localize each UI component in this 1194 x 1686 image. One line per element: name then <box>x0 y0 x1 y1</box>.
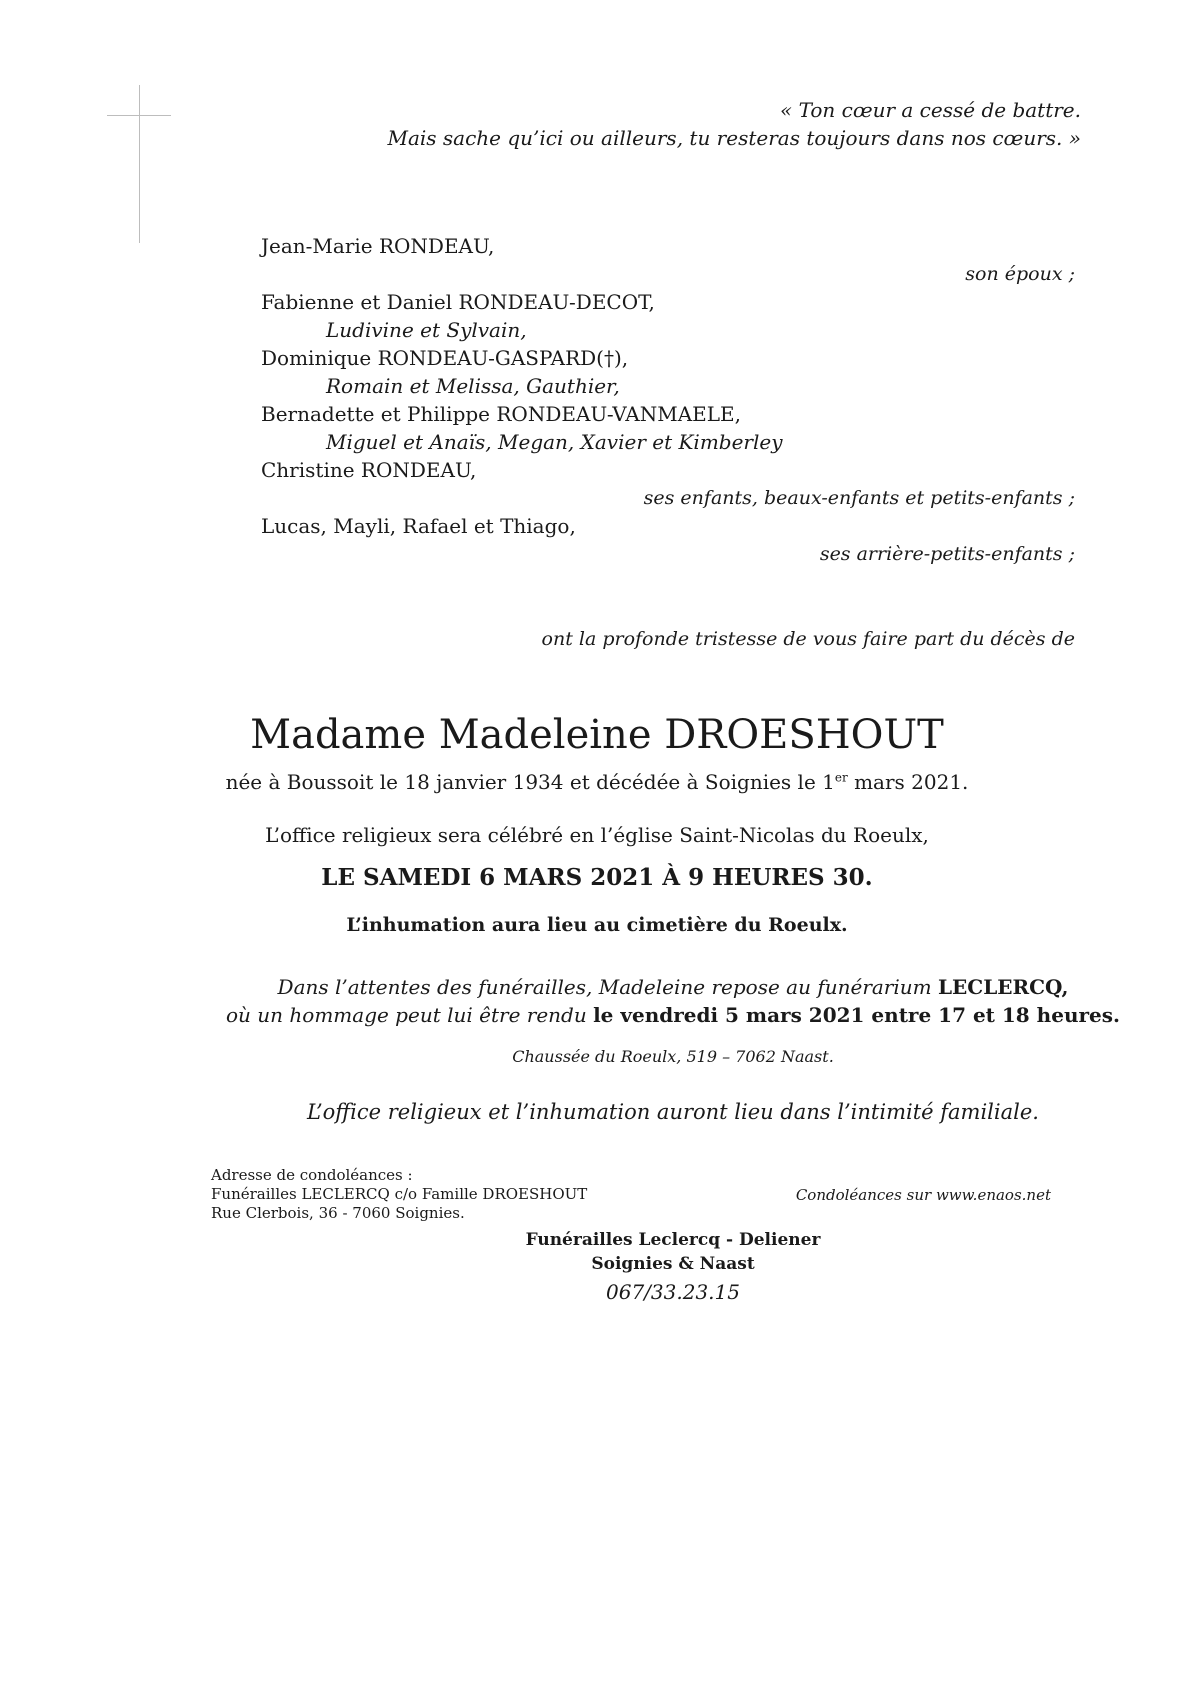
quote-line-1: « Ton cœur a cessé de battre. <box>779 98 1081 122</box>
ceremony-date: LE SAMEDI 6 MARS 2021 À 9 HEURES 30. <box>321 864 873 891</box>
spouse-name: Jean-Marie RONDEAU, <box>261 234 495 258</box>
grandchild-line: Miguel et Anaïs, Megan, Xavier et Kimberley <box>326 430 783 454</box>
great-grandchildren: Lucas, Mayli, Rafael et Thiago, <box>261 514 576 538</box>
burial-info: L’inhumation aura lieu au cimetière du Roeulx. <box>346 914 848 936</box>
deceased-name: Madame Madeleine DROESHOUT <box>250 712 944 758</box>
funeral-firm-locations: Soignies & Naast <box>591 1254 755 1274</box>
cross-icon-horizontal <box>107 115 171 116</box>
condolences-online: Condoléances sur www.enaos.net <box>795 1186 1051 1204</box>
ceremony-place: L’office religieux sera célébré en l’église Saint-Nicolas du Roeulx, <box>265 823 929 847</box>
funerarium-address: Chaussée du Roeulx, 519 – 7062 Naast. <box>512 1047 834 1066</box>
condolences-label: Adresse de condoléances : <box>211 1166 413 1184</box>
funerarium-line-2: où un hommage peut lui être rendu le vendredi 5 mars 2021 entre 17 et 18 heures. <box>226 1003 1120 1027</box>
great-grandchildren-role: ses arrière-petits-enfants ; <box>819 543 1075 565</box>
condolences-address-2: Rue Clerbois, 36 - 7060 Soignies. <box>211 1204 465 1222</box>
funeral-firm-name: Funérailles Leclercq - Deliener <box>525 1230 821 1250</box>
child-line: Fabienne et Daniel RONDEAU-DECOT, <box>261 290 655 314</box>
child-line: Bernadette et Philippe RONDEAU-VANMAELE, <box>261 402 741 426</box>
spouse-role: son époux ; <box>965 263 1075 285</box>
intimacy-note: L’office religieux et l’inhumation auront lieu dans l’intimité familiale. <box>307 1100 1039 1124</box>
funerarium-line-1: Dans l’attentes des funérailles, Madeleine repose au funérarium LECLERCQ, <box>277 975 1069 999</box>
announcement-intro: ont la profonde tristesse de vous faire part du décès de <box>541 628 1075 650</box>
children-role: ses enfants, beaux-enfants et petits-enfants ; <box>643 487 1075 509</box>
grandchild-line: Ludivine et Sylvain, <box>326 318 527 342</box>
child-line: Christine RONDEAU, <box>261 458 477 482</box>
condolences-address-1: Funérailles LECLERCQ c/o Famille DROESHOUT <box>211 1185 588 1203</box>
birth-death-line: née à Boussoit le 18 janvier 1934 et décédée à Soignies le 1er mars 2021. <box>225 770 969 794</box>
child-line: Dominique RONDEAU-GASPARD(†), <box>261 346 629 370</box>
cross-icon-vertical <box>139 85 140 243</box>
quote-line-2: Mais sache qu’ici ou ailleurs, tu resteras toujours dans nos cœurs. » <box>387 126 1081 150</box>
funeral-firm-phone: 067/33.23.15 <box>606 1280 740 1304</box>
grandchild-line: Romain et Melissa, Gauthier, <box>326 374 620 398</box>
